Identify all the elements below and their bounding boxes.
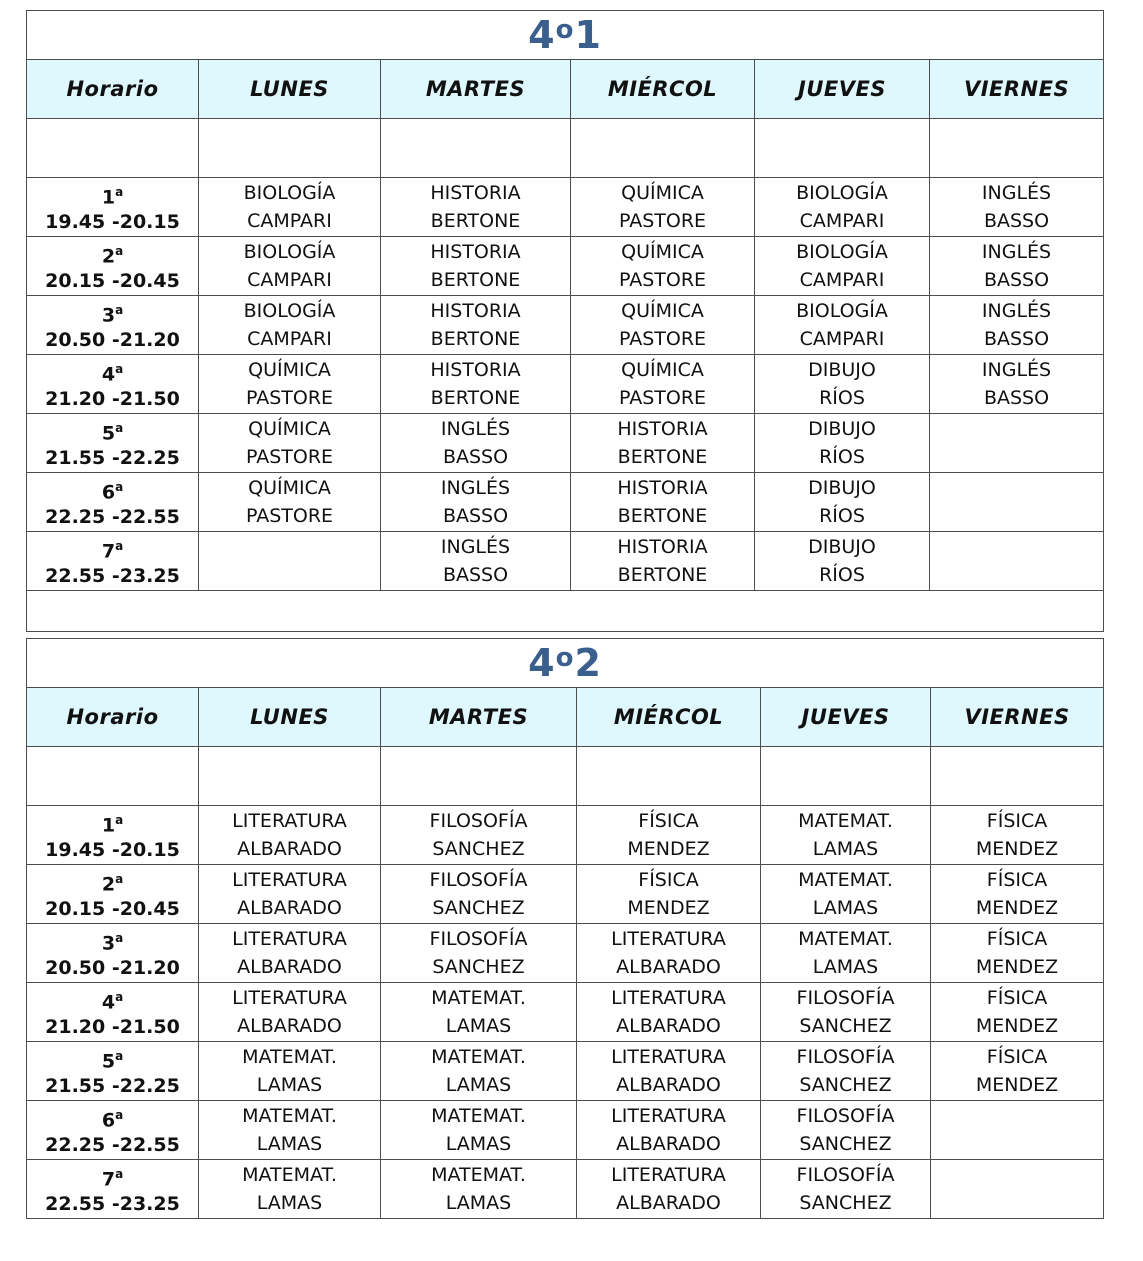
- slot-number: 6: [101, 1109, 116, 1132]
- subject: QUÍMICA: [248, 477, 331, 499]
- class-cell: [761, 1160, 931, 1219]
- subject: LITERATURA: [611, 1105, 726, 1127]
- subject: LITERATURA: [232, 810, 347, 832]
- subject: MATEMAT.: [798, 869, 893, 891]
- class-cell: [381, 414, 571, 473]
- teacher: MENDEZ: [627, 897, 710, 919]
- class-cell: [761, 983, 931, 1042]
- time-slot: [27, 473, 199, 532]
- subject: QUÍMICA: [621, 241, 704, 263]
- teacher: BERTONE: [617, 446, 708, 468]
- teacher: LAMAS: [256, 1074, 323, 1096]
- subject: FÍSICA: [638, 869, 699, 891]
- slot-time: 20.15 -20.45: [45, 269, 180, 292]
- slot-ordinal: a: [115, 303, 124, 318]
- slot-number: 3: [101, 932, 116, 955]
- time-slot: [27, 806, 199, 865]
- subject: BIOLOGÍA: [796, 300, 888, 322]
- header-horario: Horario: [27, 60, 199, 119]
- class-cell: [930, 473, 1104, 532]
- teacher: SANCHEZ: [799, 1192, 892, 1214]
- teacher: BASSO: [983, 269, 1050, 291]
- section-title: 4$^o$2: [27, 639, 1104, 688]
- subject: INGLÉS: [440, 477, 511, 499]
- class-cell: [931, 1042, 1104, 1101]
- schedule-row: [27, 296, 1104, 355]
- teacher: PASTORE: [245, 387, 334, 409]
- teacher: SANCHEZ: [432, 897, 525, 919]
- teacher: MENDEZ: [975, 897, 1059, 919]
- teacher: LAMAS: [812, 838, 879, 860]
- subject: MATEMAT.: [798, 928, 893, 950]
- class-cell: [571, 473, 755, 532]
- subject: LITERATURA: [232, 987, 347, 1009]
- slot-ordinal: a: [115, 813, 124, 828]
- teacher: CAMPARI: [799, 210, 885, 232]
- subject: QUÍMICA: [248, 418, 331, 440]
- header-lunes: LUNES: [199, 60, 381, 119]
- class-cell: [571, 296, 755, 355]
- class-cell: [199, 237, 381, 296]
- time-slot: [27, 178, 199, 237]
- class-cell: [381, 1160, 577, 1219]
- class-cell: [381, 806, 577, 865]
- schedule-row: [27, 414, 1104, 473]
- subject: FÍSICA: [638, 810, 699, 832]
- teacher: CAMPARI: [799, 328, 885, 350]
- teacher: PASTORE: [618, 210, 707, 232]
- slot-time: 21.20 -21.50: [45, 387, 180, 410]
- teacher: LAMAS: [445, 1015, 512, 1037]
- header-viernes: VIERNES: [931, 688, 1104, 747]
- subject: INGLÉS: [981, 241, 1052, 263]
- slot-time: 20.50 -21.20: [45, 956, 180, 979]
- subject: DIBUJO: [808, 536, 876, 558]
- class-cell: [931, 1101, 1104, 1160]
- class-cell: [761, 1101, 931, 1160]
- time-slot: [27, 1160, 199, 1219]
- slot-ordinal: a: [115, 185, 124, 200]
- slot-number: 7: [101, 1168, 116, 1191]
- class-cell: [381, 1101, 577, 1160]
- slot-time: 20.50 -21.20: [45, 328, 180, 351]
- teacher: SANCHEZ: [799, 1015, 892, 1037]
- class-cell: [930, 355, 1104, 414]
- class-cell: [199, 924, 381, 983]
- class-cell: [381, 983, 577, 1042]
- teacher: CAMPARI: [247, 328, 332, 350]
- teacher: BASSO: [983, 210, 1050, 232]
- subject: QUÍMICA: [248, 359, 331, 381]
- subject: BIOLOGÍA: [243, 182, 336, 204]
- class-cell: [381, 924, 577, 983]
- subject: BIOLOGÍA: [243, 300, 336, 322]
- blank-row: [27, 119, 1104, 178]
- class-cell: [577, 1042, 761, 1101]
- teacher: MENDEZ: [975, 956, 1059, 978]
- class-cell: [577, 865, 761, 924]
- slot-ordinal: a: [115, 362, 124, 377]
- subject: HISTORIA: [617, 418, 708, 440]
- time-slot: [27, 1042, 199, 1101]
- subject: LITERATURA: [611, 987, 726, 1009]
- header-jueves: JUEVES: [761, 688, 931, 747]
- subject: MATEMAT.: [242, 1164, 337, 1186]
- slot-ordinal: a: [115, 1108, 124, 1123]
- time-slot: [27, 355, 199, 414]
- subject: FÍSICA: [986, 928, 1048, 950]
- class-cell: [755, 296, 930, 355]
- section-title: 4$^o$1: [27, 11, 1104, 60]
- subject: HISTORIA: [430, 300, 521, 322]
- slot-ordinal: a: [115, 480, 124, 495]
- time-slot: [27, 414, 199, 473]
- subject: FÍSICA: [986, 987, 1048, 1009]
- subject: DIBUJO: [808, 477, 876, 499]
- class-cell: [381, 473, 571, 532]
- subject: FILOSOFÍA: [796, 1046, 895, 1068]
- subject: LITERATURA: [611, 1164, 726, 1186]
- teacher: MENDEZ: [975, 1015, 1059, 1037]
- subject: QUÍMICA: [621, 359, 704, 381]
- subject: HISTORIA: [430, 359, 521, 381]
- class-cell: [199, 806, 381, 865]
- class-cell: [381, 355, 571, 414]
- subject: BIOLOGÍA: [796, 182, 888, 204]
- class-cell: [755, 414, 930, 473]
- teacher: LAMAS: [812, 897, 879, 919]
- teacher: SANCHEZ: [432, 838, 525, 860]
- class-cell: [381, 1042, 577, 1101]
- slot-time: 20.15 -20.45: [45, 897, 180, 920]
- subject: FILOSOFÍA: [796, 1105, 895, 1127]
- subject: INGLÉS: [440, 418, 511, 440]
- class-cell: [199, 178, 381, 237]
- subject: FILOSOFÍA: [429, 928, 528, 950]
- teacher: PASTORE: [245, 446, 334, 468]
- teacher: BERTONE: [617, 505, 708, 527]
- schedule-row: [27, 924, 1104, 983]
- class-cell: [199, 355, 381, 414]
- time-slot: [27, 296, 199, 355]
- schedule-table-4-2: [26, 638, 1104, 1219]
- schedule-row: [27, 865, 1104, 924]
- class-cell: [930, 532, 1104, 591]
- class-cell: [577, 983, 761, 1042]
- subject: FILOSOFÍA: [429, 810, 528, 832]
- slot-number: 3: [101, 304, 116, 327]
- slot-time: 19.45 -20.15: [45, 838, 180, 861]
- class-cell: [571, 178, 755, 237]
- subject: MATEMAT.: [431, 1105, 526, 1127]
- teacher: CAMPARI: [247, 269, 332, 291]
- slot-time: 19.45 -20.15: [45, 210, 180, 233]
- subject: LITERATURA: [611, 928, 726, 950]
- slot-number: 1: [101, 186, 116, 209]
- schedule-row: [27, 983, 1104, 1042]
- time-slot: [27, 983, 199, 1042]
- teacher: RÍOS: [819, 505, 865, 527]
- slot-number: 2: [101, 245, 116, 268]
- teacher: BERTONE: [430, 328, 521, 350]
- slot-number: 5: [101, 422, 116, 445]
- class-cell: [755, 237, 930, 296]
- slot-number: 4: [101, 363, 116, 386]
- time-slot: [27, 237, 199, 296]
- class-cell: [199, 983, 381, 1042]
- header-horario: Horario: [27, 688, 199, 747]
- subject: HISTORIA: [430, 241, 521, 263]
- class-cell: [755, 473, 930, 532]
- class-cell: [930, 237, 1104, 296]
- class-cell: [199, 1160, 381, 1219]
- slot-number: 1: [101, 814, 116, 837]
- slot-ordinal: a: [115, 1167, 124, 1182]
- class-cell: [577, 1160, 761, 1219]
- teacher: BASSO: [983, 387, 1050, 409]
- class-cell: [381, 237, 571, 296]
- header-martes: MARTES: [381, 688, 577, 747]
- slot-ordinal: a: [115, 244, 124, 259]
- schedule-row: [27, 1160, 1104, 1219]
- class-cell: [381, 296, 571, 355]
- schedule-row: [27, 1042, 1104, 1101]
- slot-ordinal: a: [115, 872, 124, 887]
- subject: INGLÉS: [981, 359, 1052, 381]
- teacher: BASSO: [442, 505, 509, 527]
- slot-time: 21.55 -22.25: [45, 446, 180, 469]
- subject: QUÍMICA: [621, 300, 704, 322]
- class-cell: [930, 414, 1104, 473]
- teacher: MENDEZ: [975, 1074, 1059, 1096]
- teacher: BASSO: [442, 564, 509, 586]
- subject: LITERATURA: [232, 928, 347, 950]
- teacher: LAMAS: [256, 1192, 323, 1214]
- class-cell: [571, 414, 755, 473]
- class-cell: [761, 865, 931, 924]
- teacher: PASTORE: [618, 328, 707, 350]
- teacher: BASSO: [983, 328, 1050, 350]
- subject: LITERATURA: [611, 1046, 726, 1068]
- time-slot: [27, 924, 199, 983]
- teacher: CAMPARI: [799, 269, 885, 291]
- class-cell: [199, 865, 381, 924]
- teacher: BASSO: [442, 446, 509, 468]
- subject: FILOSOFÍA: [796, 1164, 895, 1186]
- header-miercoles: MIÉRCOL: [577, 688, 761, 747]
- slot-ordinal: a: [115, 539, 124, 554]
- slot-number: 7: [101, 540, 116, 563]
- slot-number: 6: [101, 481, 116, 504]
- schedule-row: [27, 532, 1104, 591]
- teacher: SANCHEZ: [799, 1074, 892, 1096]
- slot-time: 22.55 -23.25: [45, 564, 180, 587]
- subject: FILOSOFÍA: [796, 987, 895, 1009]
- subject: FÍSICA: [986, 869, 1048, 891]
- subject: MATEMAT.: [242, 1105, 337, 1127]
- subject: BIOLOGÍA: [243, 241, 336, 263]
- slot-time: 22.55 -23.25: [45, 1192, 180, 1215]
- teacher: SANCHEZ: [799, 1133, 892, 1155]
- teacher: BERTONE: [430, 210, 521, 232]
- teacher: CAMPARI: [247, 210, 332, 232]
- subject: INGLÉS: [981, 300, 1052, 322]
- subject: HISTORIA: [617, 536, 708, 558]
- class-cell: [761, 924, 931, 983]
- class-cell: [931, 806, 1104, 865]
- teacher: LAMAS: [256, 1133, 323, 1155]
- teacher: LAMAS: [445, 1133, 512, 1155]
- teacher: BERTONE: [430, 269, 521, 291]
- class-cell: [761, 806, 931, 865]
- teacher: MENDEZ: [975, 838, 1059, 860]
- slot-number: 2: [101, 873, 116, 896]
- teacher: PASTORE: [618, 387, 707, 409]
- slot-ordinal: a: [115, 1049, 124, 1064]
- subject: INGLÉS: [981, 182, 1052, 204]
- slot-time: 21.55 -22.25: [45, 1074, 180, 1097]
- class-cell: [199, 414, 381, 473]
- header-lunes: LUNES: [199, 688, 381, 747]
- slot-time: 22.25 -22.55: [45, 505, 180, 528]
- subject: MATEMAT.: [431, 1164, 526, 1186]
- teacher: ALBARADO: [616, 1133, 721, 1155]
- schedule-table-4-1: [26, 10, 1104, 632]
- time-slot: [27, 865, 199, 924]
- class-cell: [199, 1042, 381, 1101]
- class-cell: [755, 355, 930, 414]
- subject: HISTORIA: [617, 477, 708, 499]
- subject: QUÍMICA: [621, 182, 704, 204]
- teacher: PASTORE: [245, 505, 334, 527]
- class-cell: [381, 532, 571, 591]
- teacher: SANCHEZ: [432, 956, 525, 978]
- schedule-row: [27, 806, 1104, 865]
- class-cell: [571, 355, 755, 414]
- subject: MATEMAT.: [431, 1046, 526, 1068]
- schedule-row: [27, 1101, 1104, 1160]
- class-cell: [931, 924, 1104, 983]
- slot-ordinal: a: [115, 421, 124, 436]
- slot-ordinal: a: [115, 990, 124, 1005]
- class-cell: [755, 178, 930, 237]
- class-cell: [931, 983, 1104, 1042]
- subject: FÍSICA: [986, 1046, 1048, 1068]
- header-viernes: VIERNES: [930, 60, 1104, 119]
- class-cell: [931, 1160, 1104, 1219]
- subject: MATEMAT.: [798, 810, 893, 832]
- teacher: LAMAS: [445, 1192, 512, 1214]
- class-cell: [571, 532, 755, 591]
- teacher: BERTONE: [430, 387, 521, 409]
- teacher: MENDEZ: [627, 838, 710, 860]
- schedule-row: [27, 237, 1104, 296]
- teacher: ALBARADO: [616, 956, 721, 978]
- teacher: ALBARADO: [237, 897, 342, 919]
- subject: DIBUJO: [808, 418, 876, 440]
- class-cell: [199, 473, 381, 532]
- schedule-row: [27, 473, 1104, 532]
- teacher: ALBARADO: [237, 838, 342, 860]
- subject: BIOLOGÍA: [796, 241, 888, 263]
- class-cell: [571, 237, 755, 296]
- class-cell: [755, 532, 930, 591]
- teacher: ALBARADO: [616, 1192, 721, 1214]
- subject: LITERATURA: [232, 869, 347, 891]
- teacher: PASTORE: [618, 269, 707, 291]
- teacher: RÍOS: [819, 564, 865, 586]
- class-cell: [381, 178, 571, 237]
- class-cell: [930, 178, 1104, 237]
- subject: HISTORIA: [430, 182, 521, 204]
- class-cell: [199, 532, 381, 591]
- header-jueves: JUEVES: [755, 60, 930, 119]
- schedule-row: [27, 178, 1104, 237]
- teacher: BERTONE: [617, 564, 708, 586]
- subject: FÍSICA: [986, 810, 1048, 832]
- teacher: ALBARADO: [237, 1015, 342, 1037]
- time-slot: [27, 1101, 199, 1160]
- slot-number: 5: [101, 1050, 116, 1073]
- schedule-row: [27, 355, 1104, 414]
- teacher: RÍOS: [819, 387, 865, 409]
- teacher: ALBARADO: [237, 956, 342, 978]
- subject: MATEMAT.: [242, 1046, 337, 1068]
- class-cell: [381, 865, 577, 924]
- class-cell: [930, 296, 1104, 355]
- class-cell: [199, 1101, 381, 1160]
- slot-time: 21.20 -21.50: [45, 1015, 180, 1038]
- header-martes: MARTES: [381, 60, 571, 119]
- class-cell: [577, 1101, 761, 1160]
- subject: MATEMAT.: [431, 987, 526, 1009]
- teacher: RÍOS: [819, 446, 865, 468]
- time-slot: [27, 532, 199, 591]
- class-cell: [199, 296, 381, 355]
- class-cell: [931, 865, 1104, 924]
- class-cell: [577, 806, 761, 865]
- slot-time: 22.25 -22.55: [45, 1133, 180, 1156]
- slot-ordinal: a: [115, 931, 124, 946]
- teacher: ALBARADO: [616, 1015, 721, 1037]
- blank-row: [27, 747, 1104, 806]
- header-miercoles: MIÉRCOL: [571, 60, 755, 119]
- subject: INGLÉS: [440, 536, 511, 558]
- teacher: LAMAS: [812, 956, 879, 978]
- subject: FILOSOFÍA: [429, 869, 528, 891]
- subject: DIBUJO: [808, 359, 876, 381]
- class-cell: [761, 1042, 931, 1101]
- teacher: LAMAS: [445, 1074, 512, 1096]
- slot-number: 4: [101, 991, 116, 1014]
- teacher: ALBARADO: [616, 1074, 721, 1096]
- class-cell: [577, 924, 761, 983]
- spacer-row: [27, 591, 1104, 632]
